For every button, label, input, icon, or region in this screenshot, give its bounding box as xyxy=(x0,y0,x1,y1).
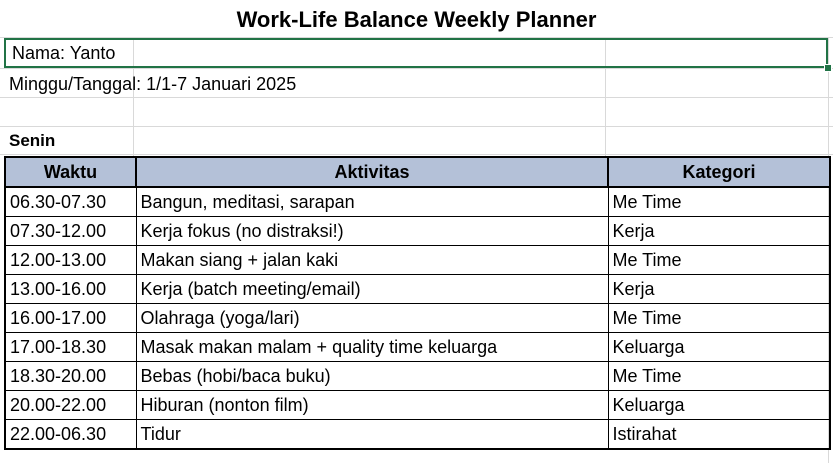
table-header-row xyxy=(5,157,830,187)
waktu-cell[interactable]: 06.30-07.30 xyxy=(5,187,136,217)
header-aktivitas[interactable]: Aktivitas xyxy=(136,157,608,187)
waktu-cell[interactable]: 18.30-20.00 xyxy=(5,362,136,391)
aktivitas-cell[interactable]: Kerja (batch meeting/email) xyxy=(136,275,608,304)
table-row xyxy=(5,275,830,304)
table-row xyxy=(5,333,830,362)
aktivitas-cell[interactable]: Bebas (hobi/baca buku) xyxy=(136,362,608,391)
waktu-cell[interactable]: 07.30-12.00 xyxy=(5,217,136,246)
table-row xyxy=(5,304,830,333)
kategori-cell[interactable]: Me Time xyxy=(608,304,830,333)
kategori-cell[interactable]: Istirahat xyxy=(608,420,830,450)
name-cell[interactable]: Nama: Yanto xyxy=(4,38,828,68)
table-row xyxy=(5,217,830,246)
kategori-cell[interactable]: Keluarga xyxy=(608,391,830,420)
kategori-cell[interactable]: Kerja xyxy=(608,275,830,304)
header-kategori[interactable]: Kategori xyxy=(608,157,830,187)
aktivitas-cell[interactable]: Makan siang + jalan kaki xyxy=(136,246,608,275)
waktu-cell[interactable]: 22.00-06.30 xyxy=(5,420,136,450)
aktivitas-cell[interactable]: Masak makan malam + quality time keluarga xyxy=(136,333,608,362)
kategori-cell[interactable]: Kerja xyxy=(608,217,830,246)
aktivitas-cell[interactable]: Kerja fokus (no distraksi!) xyxy=(136,217,608,246)
table-row xyxy=(5,391,830,420)
week-date-cell[interactable]: Minggu/Tanggal: 1/1-7 Januari 2025 xyxy=(9,74,297,94)
aktivitas-cell[interactable]: Tidur xyxy=(136,420,608,450)
kategori-cell[interactable]: Me Time xyxy=(608,362,830,391)
aktivitas-cell[interactable]: Olahraga (yoga/lari) xyxy=(136,304,608,333)
fill-handle[interactable] xyxy=(824,64,832,72)
waktu-cell[interactable]: 12.00-13.00 xyxy=(5,246,136,275)
kategori-cell[interactable]: Me Time xyxy=(608,246,830,275)
kategori-cell[interactable]: Me Time xyxy=(608,187,830,217)
day-label[interactable]: Senin xyxy=(9,131,56,150)
waktu-cell[interactable]: 20.00-22.00 xyxy=(5,391,136,420)
table-row xyxy=(5,420,830,450)
table-row xyxy=(5,187,830,217)
waktu-cell[interactable]: 17.00-18.30 xyxy=(5,333,136,362)
waktu-cell[interactable]: 13.00-16.00 xyxy=(5,275,136,304)
table-row xyxy=(5,246,830,275)
schedule-table xyxy=(4,156,831,450)
kategori-cell[interactable]: Keluarga xyxy=(608,333,830,362)
aktivitas-cell[interactable]: Bangun, meditasi, sarapan xyxy=(136,187,608,217)
aktivitas-cell[interactable]: Hiburan (nonton film) xyxy=(136,391,608,420)
header-waktu[interactable]: Waktu xyxy=(5,157,136,187)
table-row xyxy=(5,362,830,391)
sheet-title[interactable]: Work-Life Balance Weekly Planner xyxy=(236,7,597,32)
waktu-cell[interactable]: 16.00-17.00 xyxy=(5,304,136,333)
